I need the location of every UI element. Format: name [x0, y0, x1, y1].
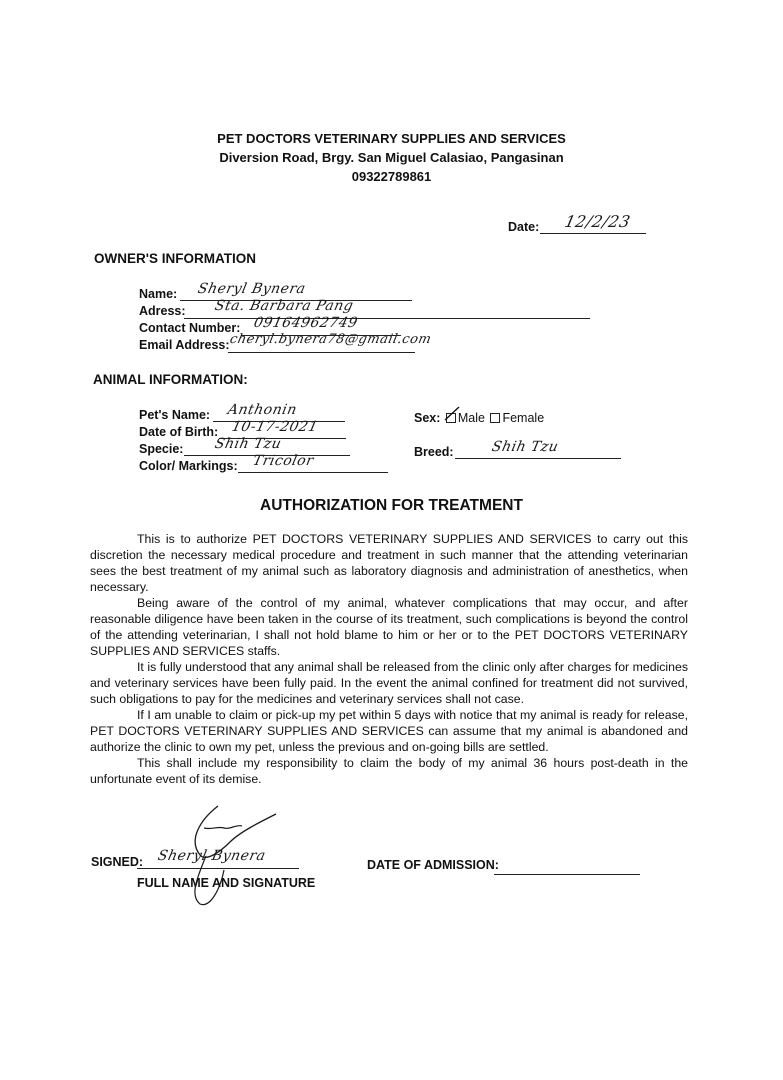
owner-contact-label: Contact Number:: [139, 321, 241, 335]
date-line: [540, 233, 646, 234]
owner-email-line: [228, 352, 415, 353]
signed-value: Sheryl Bynera: [156, 848, 268, 864]
color-value: Tricolor: [251, 453, 316, 469]
owner-address-line: [184, 318, 590, 319]
auth-paragraph-2: Being aware of the control of my animal, whatever complications that may occur, and after reasonable diligence have been taken in the course of its treatment, such complications is beyond the control of the attending veterinarian, I shall not hold blame to him or her or to the PET DOCTORS VETERINARY SUPPLIES AND SERVICES staffs.: [90, 596, 688, 658]
signed-label: SIGNED:: [91, 855, 144, 869]
company-address: Diversion Road, Brgy. San Miguel Calasiao, Pangasinan: [219, 150, 564, 165]
owner-name-label: Name:: [139, 287, 178, 301]
owner-name-value: Sheryl Bynera: [196, 281, 308, 297]
sex-field: [414, 411, 544, 425]
admission-line: [494, 874, 640, 875]
check-mark-icon: [443, 406, 461, 424]
female-option-label: Female: [502, 411, 545, 425]
company-phone: 09322789861: [351, 169, 432, 184]
owner-contact-value: 09164962749: [252, 315, 360, 331]
male-checkbox[interactable]: [446, 413, 456, 423]
male-option-label: Male: [457, 411, 485, 425]
owner-heading: OWNER'S INFORMATION: [94, 251, 256, 266]
color-line: [238, 472, 388, 473]
breed-line: [455, 458, 621, 459]
company-name: PET DOCTORS VETERINARY SUPPLIES AND SERVICES: [217, 131, 566, 146]
breed-value: Shih Tzu: [490, 439, 560, 455]
signed-line: [137, 868, 299, 869]
auth-paragraph-5: This shall include my responsibility to claim the body of my animal 36 hours post-death in the unfortunate event of its demise.: [90, 756, 688, 786]
auth-paragraph-1: This is to authorize PET DOCTORS VETERINARY SUPPLIES AND SERVICES to carry out this discretion the necessary medical procedure and treatment in such manner that the attending veterinarian sees the best treatment of my animal such as laboratory diagnosis and administration of anesthetics, when necessary.: [90, 532, 688, 594]
pet-name-label: Pet's Name:: [139, 408, 211, 422]
date-label: Date:: [508, 220, 540, 234]
specie-value: Shih Tzu: [213, 436, 283, 452]
breed-label: Breed:: [414, 445, 454, 459]
owner-email-label: Email Address:: [139, 338, 230, 352]
auth-paragraph-4: If I am unable to claim or pick-up my pet within 5 days with notice that my animal is ready for release, PET DOCTORS VETERINARY SUPPLIES AND SERVICES can assume that my animal is abandoned and authorize the clinic to own my pet, unless the previous and on-going bills are settled.: [90, 708, 688, 754]
owner-email-value: cheryl.bynera78@gmail.com: [228, 332, 433, 347]
admission-label: DATE OF ADMISSION:: [367, 858, 499, 872]
sex-label: Sex:: [414, 411, 441, 425]
animal-heading: ANIMAL INFORMATION:: [93, 372, 248, 387]
auth-paragraph-3: It is fully understood that any animal shall be released from the clinic only after charges for medicines and veterinary services have been fully paid. In the event the animal confined for treatment did not survived, such obligations to pay for the medicines and veterinary services shall not case.: [90, 660, 688, 706]
dob-label: Date of Birth:: [139, 425, 219, 439]
female-checkbox[interactable]: [490, 413, 500, 423]
authorization-body: [90, 531, 688, 787]
color-label: Color/ Markings:: [139, 459, 238, 473]
date-value: 12/2/23: [562, 212, 633, 231]
authorization-title: AUTHORIZATION FOR TREATMENT: [260, 497, 523, 514]
specie-label: Specie:: [139, 442, 184, 456]
pet-name-value: Anthonin: [226, 402, 299, 418]
owner-address-value: Sta. Barbara Pang: [213, 298, 355, 314]
dob-value: 10-17-2021: [230, 419, 320, 435]
owner-address-label: Adress:: [139, 304, 186, 318]
signature-caption: FULL NAME AND SIGNATURE: [137, 876, 316, 890]
